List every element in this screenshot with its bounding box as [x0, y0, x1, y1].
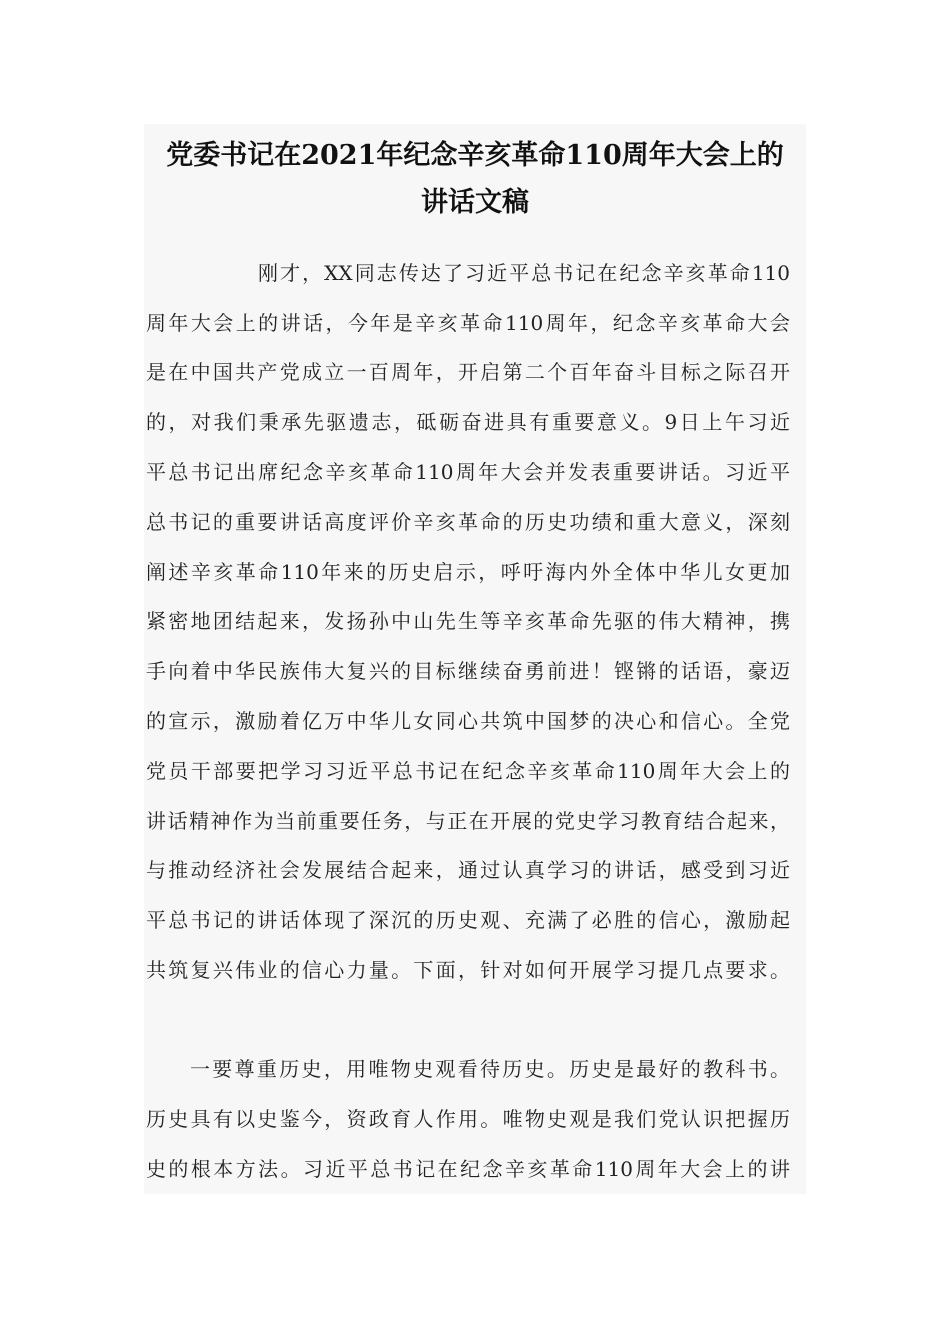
paragraph-1-line: 讲话精神作为当前重要任务，与正在开展的党史学习教育结合起来， [146, 809, 790, 833]
paragraph-1-line: 的，对我们秉承先驱遗志，砥砺奋进具有重要意义。9日上午习近 [146, 410, 790, 434]
paragraph-1-line: 周年大会上的讲话，今年是辛亥革命110周年，纪念辛亥革命大会 [146, 311, 790, 335]
paragraph-1-line: 是在中国共产党成立一百周年，开启第二个百年奋斗目标之际召开 [146, 360, 790, 384]
paragraph-2-line: 历史具有以史鉴今，资政育人作用。唯物史观是我们党认识把握历 [146, 1107, 790, 1131]
paragraph-1-line: 共筑复兴伟业的信心力量。下面，针对如何开展学习提几点要求。 [146, 958, 790, 982]
paragraph-1-line: 平总书记的讲话体现了深沉的历史观、充满了必胜的信心，激励起 [146, 908, 790, 932]
paragraph-1-line: 与推动经济社会发展结合起来，通过认真学习的讲话，感受到习近 [146, 858, 790, 882]
paragraph-2-line: 一要尊重历史，用唯物史观看待历史。历史是最好的教科书。 [190, 1057, 790, 1081]
paragraph-1-line: 手向着中华民族伟大复兴的目标继续奋勇前进！铿锵的话语，豪迈 [146, 659, 790, 683]
paragraph-1-line: 的宣示，激励着亿万中华儿女同心共筑中国梦的决心和信心。全党 [146, 709, 790, 733]
paragraph-1-line: 阐述辛亥革命110年来的历史启示，呼吁海内外全体中华儿女更加 [146, 560, 790, 584]
paragraph-1-line: 总书记的重要讲话高度评价辛亥革命的历史功绩和重大意义，深刻 [146, 510, 790, 534]
paragraph-1-line: 党员干部要把学习习近平总书记在纪念辛亥革命110周年大会上的 [146, 759, 790, 783]
document-title-line-1: 党委书记在2021年纪念辛亥革命110周年大会上的 [166, 140, 784, 171]
paragraph-1-line: 紧密地团结起来，发扬孙中山先生等辛亥革命先驱的伟大精神，携 [146, 609, 790, 633]
paragraph-1-line: 平总书记出席纪念辛亥革命110周年大会并发表重要讲话。习近平 [146, 460, 790, 484]
paragraph-2-line: 史的根本方法。习近平总书记在纪念辛亥革命110周年大会上的讲 [146, 1157, 790, 1181]
document-title-line-2: 讲话文稿 [421, 187, 529, 218]
paragraph-1-line: 刚才，XX同志传达了习近平总书记在纪念辛亥革命110 [258, 261, 790, 285]
